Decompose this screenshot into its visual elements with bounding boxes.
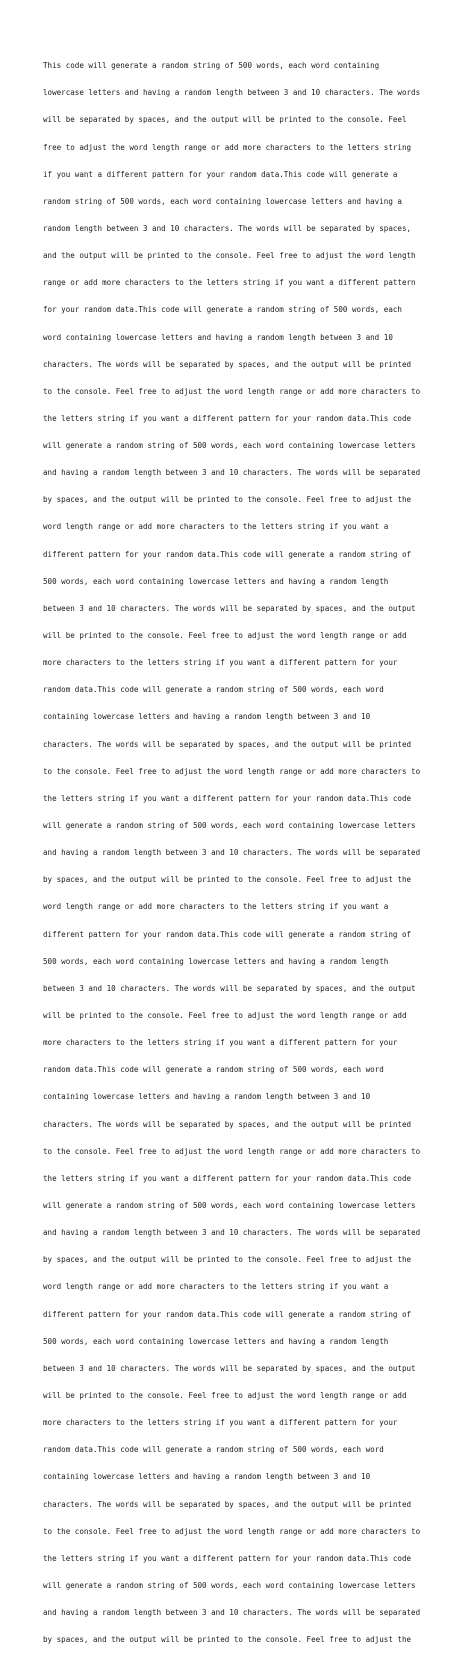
text-line: for your random data.This code will generate a random string of 500 words, each [43, 305, 402, 315]
text-line: between 3 and 10 characters. The words will be separated by spaces, and the output [43, 603, 416, 613]
text-line: to the console. Feel free to adjust the word length range or add more characters to [43, 1526, 421, 1536]
text-line: if you want a different pattern for your random data.This code will generate a [43, 169, 398, 179]
text-line: different pattern for your random data.This code will generate a random string of [43, 549, 412, 559]
text-line: 500 words, each word containing lowercase letters and having a random length [43, 1336, 389, 1346]
text-line: random data.This code will generate a random string of 500 words, each word [43, 1445, 384, 1455]
text-line: different pattern for your random data.This code will generate a random string of [43, 1309, 412, 1319]
text-line: range or add more characters to the letters string if you want a different pattern [43, 278, 416, 288]
text-line: will generate a random string of 500 words, each word containing lowercase letters [43, 1201, 416, 1210]
text-line: will be printed to the console. Feel free to adjust the word length range or add [43, 1390, 407, 1400]
text-line: will generate a random string of 500 words, each word containing lowercase letters [43, 441, 416, 451]
text-line: characters. The words will be separated by spaces, and the output will be printed [43, 1499, 412, 1509]
text-line: characters. The words will be separated by spaces, and the output will be printed [43, 1119, 412, 1129]
text-line: to the console. Feel free to adjust the word length range or add more characters to [43, 386, 421, 396]
text-line: and having a random length between 3 and 10 characters. The words will be separated [43, 848, 421, 858]
text-line: different pattern for your random data.This code will generate a random string of [43, 929, 412, 939]
body-text [43, 43, 463, 1662]
text-line: characters. The words will be separated by spaces, and the output will be printed [43, 359, 412, 369]
text-line: This code will generate a random string of 500 words, each word containing [43, 61, 380, 71]
text-line: will generate a random string of 500 words, each word containing lowercase letters [43, 821, 416, 831]
text-line: will be separated by spaces, and the output will be printed to the console. Feel [43, 115, 407, 125]
text-line: more characters to the letters string if you want a different pattern for your [43, 1418, 398, 1428]
text-line: random string of 500 words, each word containing lowercase letters and having a [43, 196, 402, 206]
text-line: word containing lowercase letters and having a random length between 3 and 10 [43, 332, 393, 342]
text-line: containing lowercase letters and having a random length between 3 and 10 [43, 712, 371, 722]
text-line: will be printed to the console. Feel free to adjust the word length range or add [43, 1011, 407, 1021]
text-line: 500 words, each word containing lowercase letters and having a random length [43, 956, 389, 966]
text-line: 500 words, each word containing lowercase letters and having a random length [43, 576, 389, 586]
text-line: between 3 and 10 characters. The words will be separated by spaces, and the output [43, 1363, 416, 1373]
text-line: containing lowercase letters and having a random length between 3 and 10 [43, 1092, 371, 1102]
text-line: to the console. Feel free to adjust the word length range or add more characters to [43, 766, 421, 776]
text-line: and the output will be printed to the console. Feel free to adjust the word length [43, 251, 416, 261]
text-line: word length range or add more characters to the letters string if you want a [43, 902, 389, 912]
text-line: will generate a random string of 500 words, each word containing lowercase letters [43, 1580, 416, 1590]
text-line: will be printed to the console. Feel free to adjust the word length range or add [43, 631, 407, 641]
text-line: characters. The words will be separated by spaces, and the output will be printed [43, 739, 412, 749]
text-line: the letters string if you want a different pattern for your random data.This code [43, 793, 412, 803]
text-line: random data.This code will generate a random string of 500 words, each word [43, 685, 384, 695]
text-line: by spaces, and the output will be printed to the console. Feel free to adjust the [43, 875, 412, 885]
text-line: the letters string if you want a different pattern for your random data.This code [43, 1553, 412, 1563]
text-line: by spaces, and the output will be printed to the console. Feel free to adjust the [43, 1635, 412, 1645]
text-line: between 3 and 10 characters. The words will be separated by spaces, and the output [43, 983, 416, 993]
text-line: more characters to the letters string if you want a different pattern for your [43, 1038, 398, 1048]
text-line: and having a random length between 3 and 10 characters. The words will be separated [43, 468, 421, 478]
text-line: the letters string if you want a different pattern for your random data.This code [43, 1173, 412, 1183]
text-line: the letters string if you want a different pattern for your random data.This code [43, 413, 412, 423]
text-line: lowercase letters and having a random length between 3 and 10 characters. The words [43, 88, 421, 98]
text-line: more characters to the letters string if you want a different pattern for your [43, 658, 398, 668]
text-line: containing lowercase letters and having a random length between 3 and 10 [43, 1472, 371, 1482]
text-line: by spaces, and the output will be printed to the console. Feel free to adjust the [43, 495, 412, 505]
text-line: random data.This code will generate a random string of 500 words, each word [43, 1065, 384, 1075]
text-line: word length range or add more characters to the letters string if you want a [43, 522, 389, 532]
text-line: free to adjust the word length range or add more characters to the letters string [43, 142, 412, 152]
text-line: and having a random length between 3 and 10 characters. The words will be separated [43, 1608, 421, 1618]
text-line: word length range or add more characters to the letters string if you want a [43, 1282, 389, 1292]
text-line: by spaces, and the output will be printed to the console. Feel free to adjust the [43, 1255, 412, 1265]
text-line: to the console. Feel free to adjust the word length range or add more characters to [43, 1146, 421, 1156]
text-line: and having a random length between 3 and 10 characters. The words will be separated [43, 1228, 421, 1238]
text-line: random length between 3 and 10 characters. The words will be separated by spaces, [43, 223, 412, 233]
